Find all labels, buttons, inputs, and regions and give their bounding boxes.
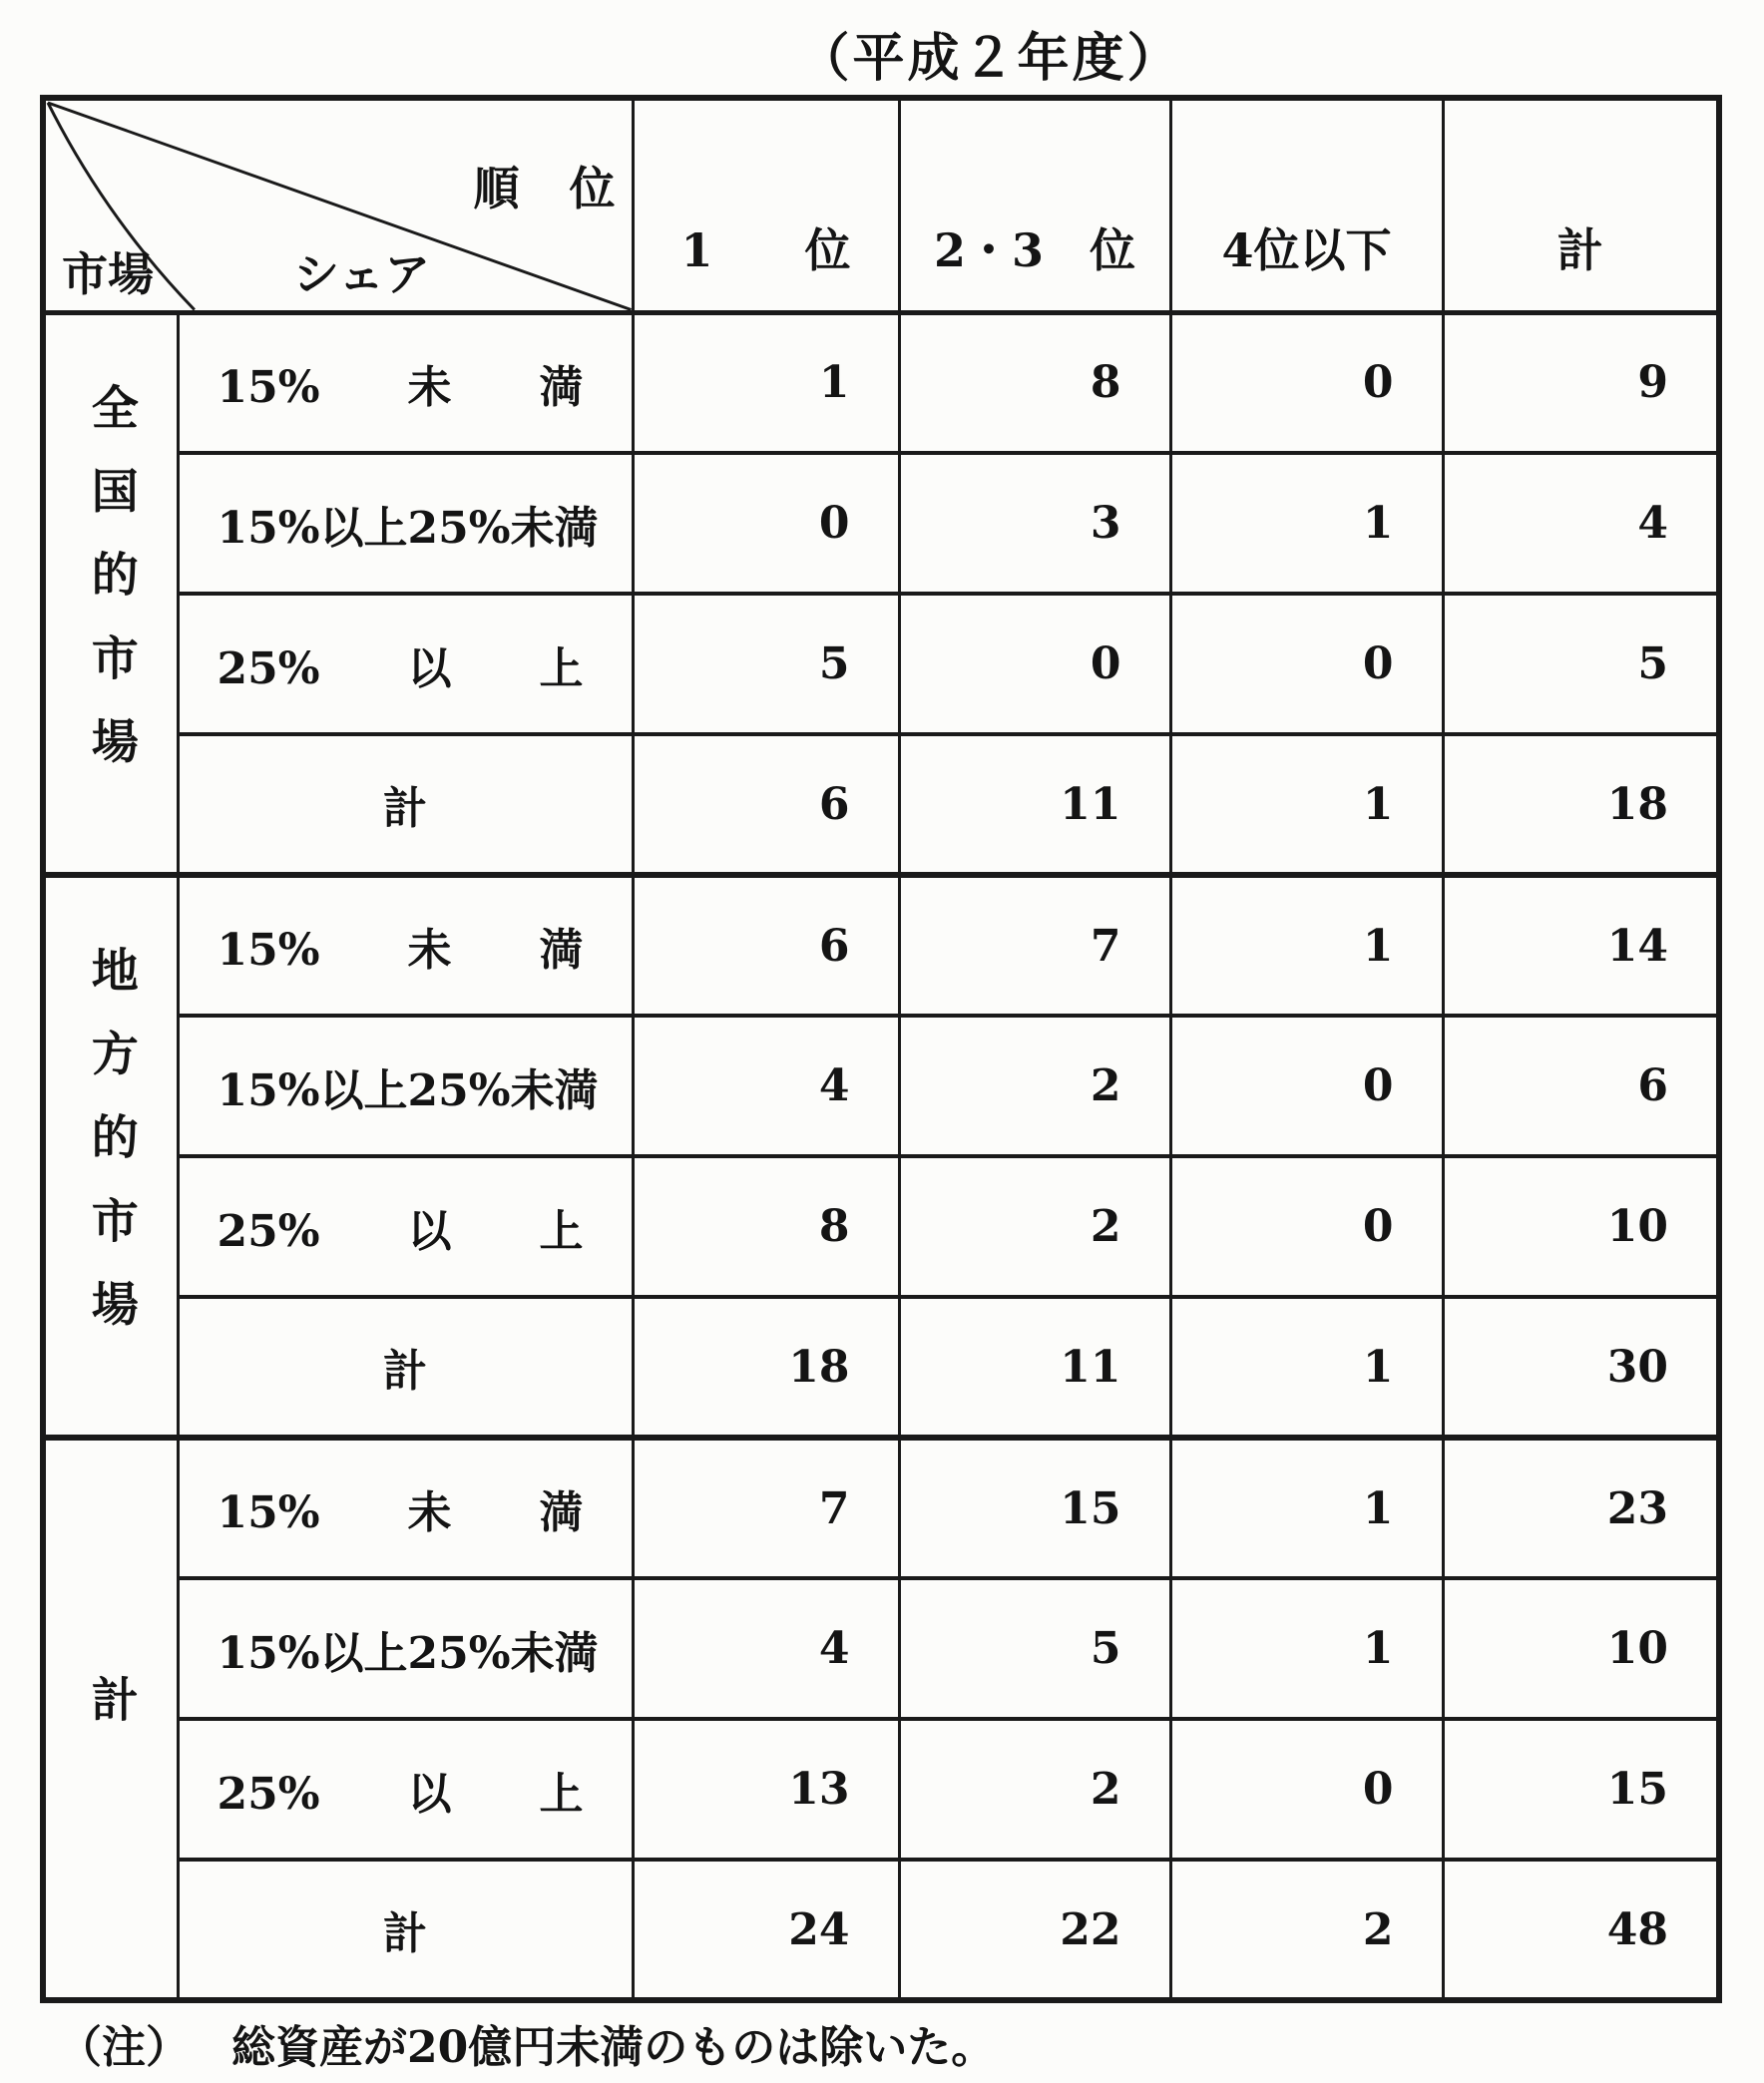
page-title: （平成２年度） bbox=[797, 28, 1182, 89]
share-category-label: 25% 以 上 bbox=[178, 594, 633, 734]
value-cell: 30 bbox=[1443, 1297, 1719, 1438]
corner-cell bbox=[43, 98, 633, 312]
value-cell: 15 bbox=[899, 1438, 1170, 1578]
value-cell: 10 bbox=[1443, 1578, 1719, 1719]
share-category-label: 15%以上25%未満 bbox=[178, 453, 633, 594]
rank-share-table bbox=[40, 95, 1716, 2000]
value-cell: 22 bbox=[899, 1860, 1170, 2000]
value-cell: 2 bbox=[899, 1156, 1170, 1297]
footnote-text: 総資産が20億円未満のものは除いた。 bbox=[231, 2022, 996, 2073]
share-category-label: 25% 以 上 bbox=[178, 1719, 633, 1860]
value-cell: 5 bbox=[633, 594, 899, 734]
value-cell: 0 bbox=[633, 453, 899, 594]
value-cell: 8 bbox=[633, 1156, 899, 1297]
footnote-prefix: （注） bbox=[58, 2022, 190, 2073]
value-cell: 1 bbox=[633, 312, 899, 453]
rank-axis-label: 順 位 bbox=[473, 162, 618, 215]
value-cell: 15 bbox=[1443, 1719, 1719, 1860]
group-label-total bbox=[43, 1438, 178, 2000]
value-cell: 0 bbox=[899, 594, 1170, 734]
value-cell: 1 bbox=[1170, 1578, 1443, 1719]
market-axis-label: 市場 bbox=[62, 246, 154, 301]
value-cell: 18 bbox=[1443, 734, 1719, 875]
share-axis-label: シェア bbox=[293, 247, 431, 301]
value-cell: 24 bbox=[633, 1860, 899, 2000]
column-header-rank2-3: 2・3 位 bbox=[899, 98, 1170, 312]
value-cell: 7 bbox=[899, 875, 1170, 1016]
value-cell: 7 bbox=[633, 1438, 899, 1578]
value-cell: 6 bbox=[1443, 1016, 1719, 1156]
value-cell: 4 bbox=[633, 1016, 899, 1156]
group-label-regional bbox=[43, 875, 178, 1438]
value-cell: 9 bbox=[1443, 312, 1719, 453]
value-cell: 5 bbox=[899, 1578, 1170, 1719]
column-header-rank1: 1 位 bbox=[633, 98, 899, 312]
share-category-label: 15%以上25%未満 bbox=[178, 1016, 633, 1156]
share-category-label: 15%以上25%未満 bbox=[178, 1578, 633, 1719]
value-cell: 8 bbox=[899, 312, 1170, 453]
value-cell: 10 bbox=[1443, 1156, 1719, 1297]
subtotal-label: 計 bbox=[178, 1297, 633, 1438]
value-cell: 1 bbox=[1170, 734, 1443, 875]
value-cell: 2 bbox=[899, 1719, 1170, 1860]
value-cell: 13 bbox=[633, 1719, 899, 1860]
value-cell: 4 bbox=[633, 1578, 899, 1719]
share-category-label: 15% 未 満 bbox=[178, 312, 633, 453]
value-cell: 1 bbox=[1170, 875, 1443, 1016]
value-cell: 5 bbox=[1443, 594, 1719, 734]
column-header-rank4up: 4位以下 bbox=[1170, 98, 1443, 312]
value-cell: 2 bbox=[1170, 1860, 1443, 2000]
column-header-total: 計 bbox=[1443, 98, 1719, 312]
grand-total-label: 計 bbox=[178, 1860, 633, 2000]
group-label-national bbox=[43, 312, 178, 875]
group-label-text: 全国的市場 bbox=[83, 382, 139, 800]
value-cell: 3 bbox=[899, 453, 1170, 594]
value-cell: 23 bbox=[1443, 1438, 1719, 1578]
subtotal-label: 計 bbox=[178, 734, 633, 875]
value-cell: 2 bbox=[899, 1016, 1170, 1156]
value-cell: 0 bbox=[1170, 1156, 1443, 1297]
group-label-text: 計 bbox=[83, 1675, 139, 1759]
share-category-label: 15% 未 満 bbox=[178, 1438, 633, 1578]
value-cell: 14 bbox=[1443, 875, 1719, 1016]
value-cell: 6 bbox=[633, 875, 899, 1016]
value-cell: 4 bbox=[1443, 453, 1719, 594]
value-cell: 0 bbox=[1170, 594, 1443, 734]
share-category-label: 15% 未 満 bbox=[178, 875, 633, 1016]
value-cell: 0 bbox=[1170, 1016, 1443, 1156]
value-cell: 1 bbox=[1170, 453, 1443, 594]
value-cell: 48 bbox=[1443, 1860, 1719, 2000]
value-cell: 11 bbox=[899, 734, 1170, 875]
value-cell: 1 bbox=[1170, 1297, 1443, 1438]
value-cell: 0 bbox=[1170, 312, 1443, 453]
value-cell: 0 bbox=[1170, 1719, 1443, 1860]
value-cell: 11 bbox=[899, 1297, 1170, 1438]
footnote bbox=[58, 2011, 995, 2075]
value-cell: 1 bbox=[1170, 1438, 1443, 1578]
share-category-label: 25% 以 上 bbox=[178, 1156, 633, 1297]
group-label-text: 地方的市場 bbox=[83, 945, 139, 1364]
value-cell: 18 bbox=[633, 1297, 899, 1438]
value-cell: 6 bbox=[633, 734, 899, 875]
